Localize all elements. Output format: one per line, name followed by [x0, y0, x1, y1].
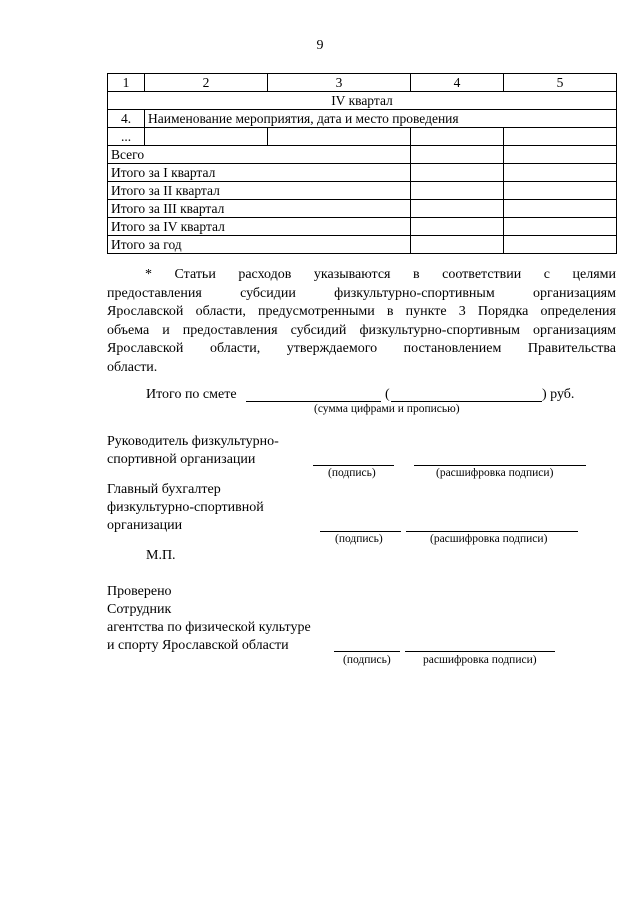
table-cell	[411, 218, 504, 236]
checked-line1: Проверено	[107, 584, 172, 599]
page-number: 9	[316, 38, 324, 53]
total-label: Итого за III квартал	[108, 200, 411, 218]
table-header-row	[108, 74, 617, 92]
checked-signature-line[interactable]	[334, 651, 400, 652]
estimate-suffix: ) руб.	[542, 387, 575, 402]
estimate-caption: (сумма цифрами и прописью)	[314, 403, 460, 415]
table-row	[108, 200, 617, 218]
table-cell	[504, 200, 617, 218]
total-label: Итого за год	[108, 236, 411, 254]
checked-decode-line[interactable]	[405, 651, 555, 652]
head-title-line1: Руководитель физкультурно-	[107, 434, 279, 449]
total-label: Всего	[108, 146, 411, 164]
table-cell	[504, 128, 617, 146]
table-cell	[145, 128, 268, 146]
accountant-title-line1: Главный бухгалтер	[107, 482, 221, 497]
head-decode-line[interactable]	[414, 465, 586, 466]
table-row	[108, 236, 617, 254]
total-label: Итого за IV квартал	[108, 218, 411, 236]
footnote-line: области.	[107, 359, 158, 375]
table-cell	[411, 128, 504, 146]
head-signature-line[interactable]	[313, 465, 394, 466]
expense-table	[107, 73, 617, 254]
table-row	[108, 164, 617, 182]
table-cell	[504, 236, 617, 254]
header-col-4: 4	[411, 74, 504, 92]
footnote-line: объема и предоставления субсидий физкультурно-спортивным организациям	[107, 322, 616, 338]
accountant-decode-caption: (расшифровка подписи)	[430, 533, 548, 545]
header-col-3: 3	[268, 74, 411, 92]
head-decode-caption: (расшифровка подписи)	[436, 467, 554, 479]
quarter-row	[108, 92, 617, 110]
estimate-amount-line[interactable]	[246, 401, 381, 402]
table-row	[108, 146, 617, 164]
quarter-title: IV квартал	[108, 92, 617, 110]
footnote-line: предоставления субсидии физкультурно-спортивным организациям	[107, 285, 616, 301]
stamp-placeholder: М.П.	[146, 548, 176, 563]
table-cell	[504, 164, 617, 182]
accountant-sign-caption: (подпись)	[335, 533, 383, 545]
accountant-decode-line[interactable]	[406, 531, 578, 532]
total-label: Итого за II квартал	[108, 182, 411, 200]
table-cell	[411, 236, 504, 254]
table-cell	[411, 164, 504, 182]
accountant-title-line3: организации	[107, 518, 183, 533]
table-cell	[411, 182, 504, 200]
total-label: Итого за I квартал	[108, 164, 411, 182]
head-sign-caption: (подпись)	[328, 467, 376, 479]
ellipsis-row	[108, 128, 617, 146]
table-cell	[504, 218, 617, 236]
head-title-line2: спортивной организации	[107, 452, 256, 467]
accountant-signature-line[interactable]	[320, 531, 401, 532]
table-cell	[411, 200, 504, 218]
table-cell	[268, 128, 411, 146]
ellipsis-cell: ...	[108, 128, 145, 146]
footnote	[107, 266, 616, 378]
table-cell	[504, 182, 617, 200]
accountant-title-line2: физкультурно-спортивной	[107, 500, 264, 515]
estimate-prefix: Итого по смете	[146, 387, 237, 402]
footnote-line: Ярославской области, предусмотренными в пункте 3 Порядка определения	[107, 304, 616, 320]
footnote-line: * Статьи расходов указываются в соответствии с целями	[145, 267, 616, 282]
header-col-5: 5	[504, 74, 617, 92]
checked-line4: и спорту Ярославской области	[107, 638, 289, 653]
table-cell	[411, 146, 504, 164]
checked-line3: агентства по физической культуре	[107, 620, 311, 635]
checked-sign-caption: (подпись)	[343, 654, 391, 666]
table-row	[108, 182, 617, 200]
table-row	[108, 218, 617, 236]
header-col-1: 1	[108, 74, 145, 92]
event-row-number: 4.	[108, 110, 145, 128]
estimate-words-line[interactable]	[391, 401, 542, 402]
footnote-line: Ярославской области, утверждаемого постановлением Правительства	[107, 341, 616, 357]
checked-line2: Сотрудник	[107, 602, 172, 617]
table-cell	[504, 146, 617, 164]
header-col-2: 2	[145, 74, 268, 92]
checked-decode-caption: расшифровка подписи)	[423, 654, 537, 666]
estimate-paren-open: (	[385, 387, 390, 402]
event-row	[108, 110, 617, 128]
event-row-description: Наименование мероприятия, дата и место проведения	[145, 110, 617, 128]
